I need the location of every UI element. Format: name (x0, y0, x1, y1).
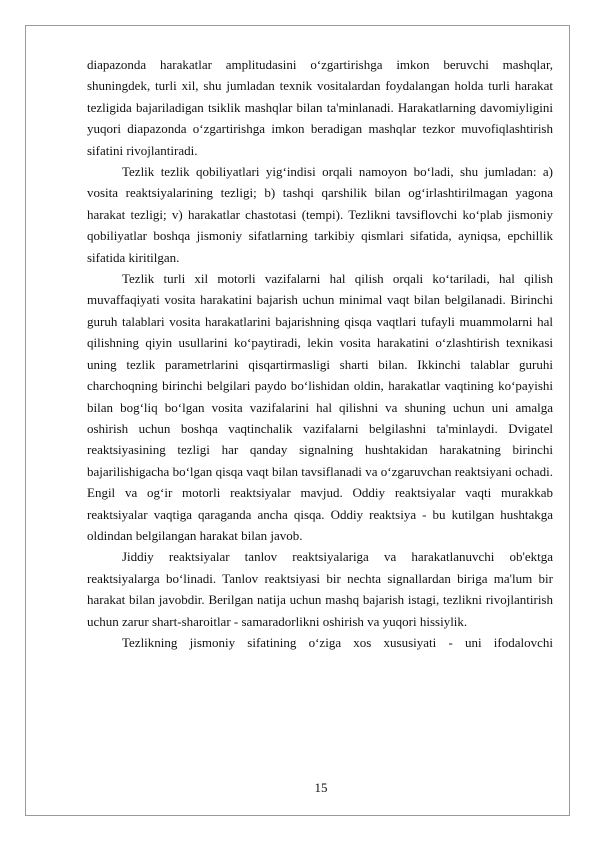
paragraph-2: Tezlik tezlik qobiliyatlari yig‘indisi orqali namoyon bo‘ladi, shu jumladan: a) vosita reaktsiyalarining tezligi; b) tashqi qarshilik bilan og‘irlashtirilmagan yagona harakat tezligi; v) harakatlar chastotasi (tempi). Tezlikni tavsiflovchi ko‘plab jismoniy qobiliyatlar boshqa jismoniy sifatlarning tarkibiy qismlari sifatida, ayniqsa, epchillik sifatida kiritilgan. (87, 164, 553, 265)
page-number: 15 (314, 780, 328, 795)
paragraph-5: Tezlikning jismoniy sifatining o‘ziga xos xususiyati - uni ifodalovchi (122, 634, 553, 650)
document-body (87, 54, 553, 653)
paragraph-3: Tezlik turli xil motorli vazifalarni hal qilish orqali ko‘tariladi, hal qilish muvaffaqiyati vosita harakatini bajarish uchun minimal vaqt bilan belgilanadi. Birinchi guruh talablari vosita harakatlarini bajarishning qisqa vaqtlari tufayli muammolarni hal qilishning qiyin usullarini ko‘paytiradi, lekin vosita harakatini o‘zlashtirish texnikasi uning tezlik parametrlarini qisqartirmasligi sharti bilan. Ikkinchi talablar guruhi charchoqning birinchi belgilari paydo bo‘lishidan oldin, harakatlar vaqtining ko‘payishi bilan bog‘liq bo‘lgan vosita vazifalarini hal qilishni va shuning uchun uni amalga oshirish uchun boshqa vaqtinchalik vazifalarni belgilashni ta'minlaydi. Dvigatel reaktsiyasining tezligi har qanday signalning hushtakidan harakatning birinchi bajarilishigacha bo‘lgan qisqa vaqt bilan tavsiflanadi va o‘zgaruvchan reaktsiyani ochadi. Engil va og‘ir motorli reaktsiyalar mavjud. Oddiy reaktsiyalar vaqti murakkab reaktsiyalar vaqtiga qaraganda ancha qisqa. Oddiy reaktsiya - bu kutilgan hushtakga oldindan belgilangan harakat bilan javob. (87, 271, 553, 543)
paragraph-1: diapazonda harakatlar amplitudasini o‘zgartirishga imkon beruvchi mashqlar, shuningdek, turli xil, shu jumladan texnik vositalardan foydalangan holda turli harakat tezligida bajariladigan tsiklik mashqlar bilan ta'minlanadi. Harakatlarning davomiyligini yuqori diapazonda o‘zgartirishga imkon beradigan mashqlar tezkor muvofiqlashtirish sifatini rivojlantiradi. (87, 57, 553, 158)
paragraph-4: Jiddiy reaktsiyalar tanlov reaktsiyalariga va harakatlanuvchi ob'ektga reaktsiyalarga bo‘linadi. Tanlov reaktsiyasi bir nechta signallardan biriga ma'lum bir harakat bilan javobdir. Berilgan natija uchun mashq bajarish istagi, tezlikni rivojlantirish uchun zarur shart-sharoitlar - samaradorlikni oshirish va yuqori hissiylik. (87, 549, 553, 629)
